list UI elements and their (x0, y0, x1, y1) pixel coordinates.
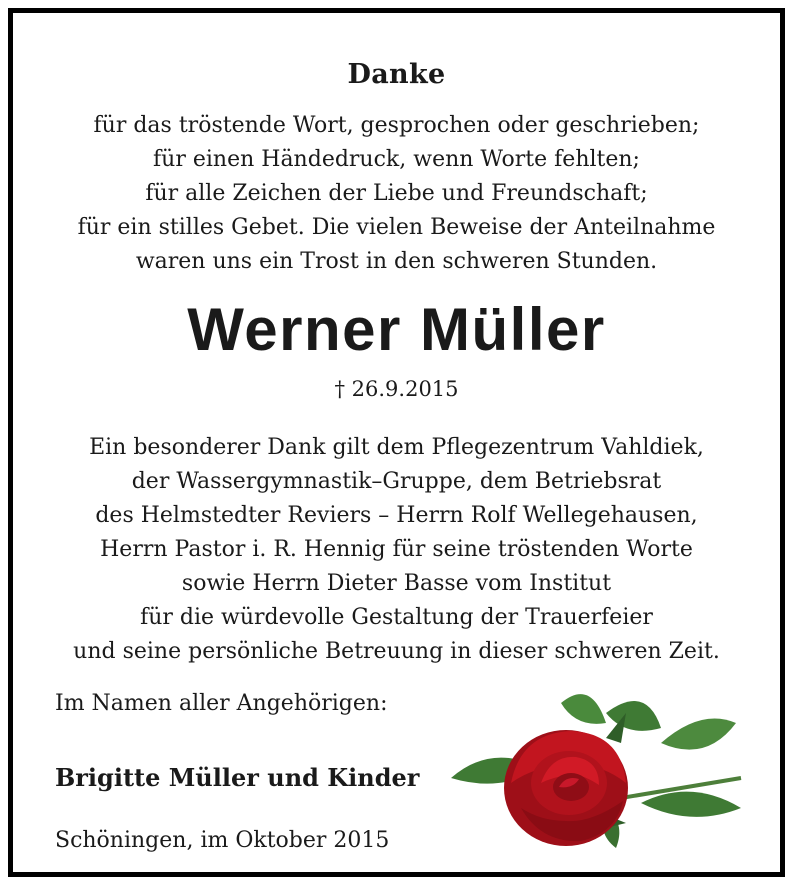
thanks-line: Ein besonderer Dank gilt dem Pflegezentrum Vahldiek, (89, 435, 704, 460)
intro-line: für einen Händedruck, wenn Worte fehlten; (153, 147, 640, 172)
intro-line: für alle Zeichen der Liebe und Freundschaft; (145, 181, 648, 206)
signoff-intro: Im Namen aller Angehörigen: (55, 691, 388, 716)
thanks-line: sowie Herrn Dieter Basse vom Institut (181, 571, 612, 596)
deceased-name: Werner Müller (187, 296, 606, 363)
thanks-line: und seine persönliche Betreuung in dieser schweren Zeit. (73, 639, 720, 664)
intro-line: waren uns ein Trost in den schweren Stunden. (135, 249, 658, 274)
thanks-line: für die würdevolle Gestaltung der Trauerfeier (140, 605, 653, 630)
thanks-text (13, 431, 780, 669)
thanks-line: des Helmstedter Reviers – Herrn Rolf Wellegehausen, (95, 503, 698, 528)
intro-line: für das tröstende Wort, gesprochen oder geschrieben; (93, 113, 700, 138)
obituary-notice (8, 8, 785, 877)
intro-line: für ein stilles Gebet. Die vielen Beweise der Anteilnahme (77, 215, 716, 240)
rose-icon (441, 683, 761, 863)
heading: Danke (347, 59, 446, 90)
thanks-line: der Wassergymnastik–Gruppe, dem Betriebsrat (131, 469, 662, 494)
intro-text (13, 109, 780, 279)
signoff-family: Brigitte Müller und Kinder (55, 763, 420, 792)
death-date: † 26.9.2015 (334, 377, 459, 401)
place-date: Schöningen, im Oktober 2015 (55, 828, 390, 853)
thanks-line: Herrn Pastor i. R. Hennig für seine tröstenden Worte (100, 537, 693, 562)
